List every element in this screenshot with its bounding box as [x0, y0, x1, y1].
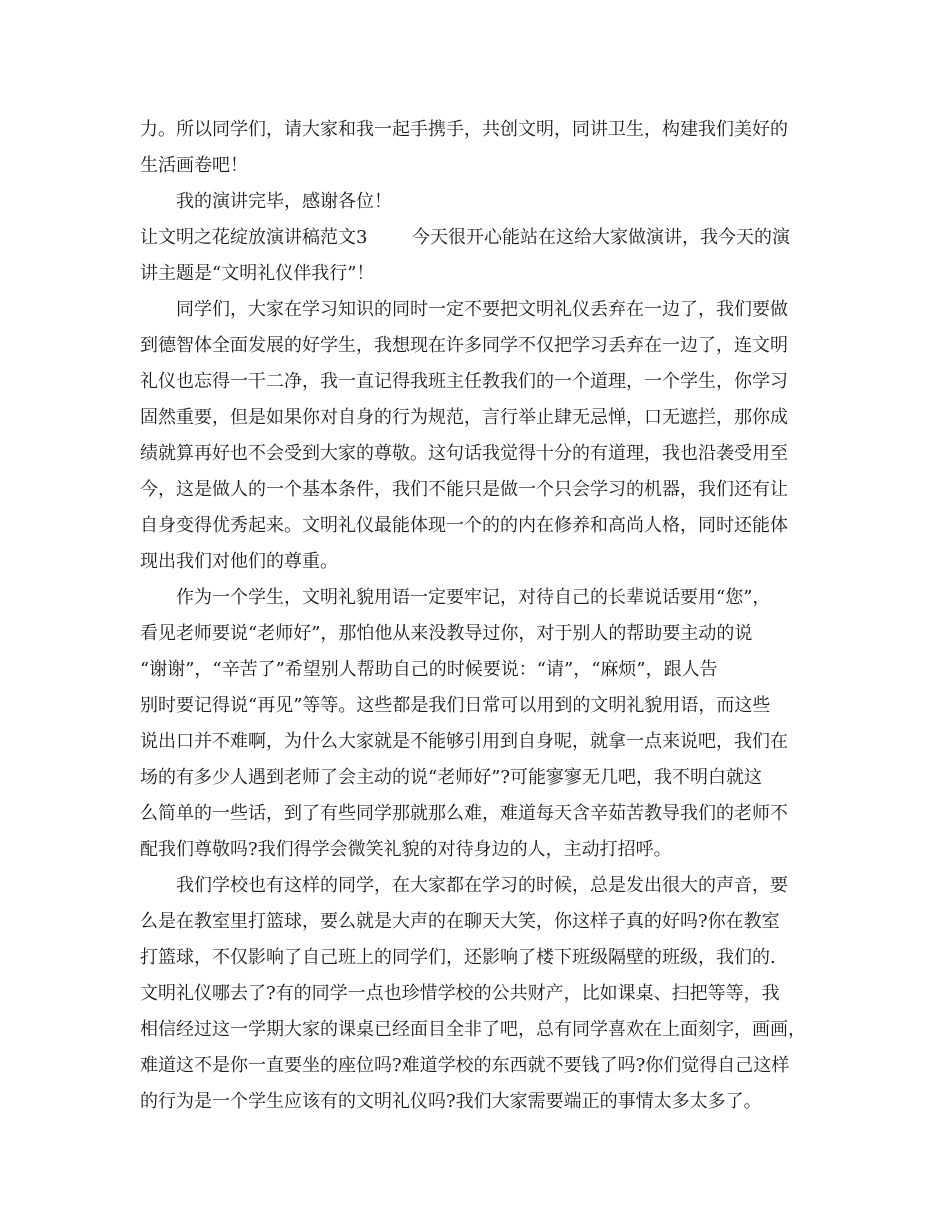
section-title: 让文明之花绽放演讲稿范文3 — [140, 227, 368, 248]
text-line: 生活画卷吧！ — [140, 155, 248, 176]
text-line: 相信经过这一学期大家的课桌已经面目全非了吧，总有同学喜欢在上面刻字，画画， — [140, 1019, 806, 1040]
text-line: 么简单的一些话，到了有些同学那就那么难，难道每天含辛茹苦教导我们的老师不 — [140, 803, 788, 824]
text-line: 我的演讲完毕，感谢各位！ — [176, 191, 392, 212]
text-line: 打篮球，不仅影响了自己班上的同学们，还影响了楼下班级隔壁的班级，我们的. — [140, 947, 776, 968]
text-line: 现出我们对他们的尊重。 — [140, 551, 338, 572]
text-line: 自身变得优秀起来。文明礼仪最能体现一个的的内在修养和高尚人格，同时还能体 — [140, 515, 788, 536]
text-line: 么是在教室里打篮球，要么就是大声的在聊天大笑，你这样子真的好吗?你在教室 — [140, 911, 780, 932]
text-line: 固然重要，但是如果你对自身的行为规范，言行举止肆无忌惮，口无遮拦，那你成 — [140, 407, 788, 428]
text-line: 我们学校也有这样的同学，在大家都在学习的时候，总是发出很大的声音，要 — [176, 875, 788, 896]
text-line: 讲主题是“文明礼仪伴我行”！ — [140, 263, 375, 284]
text-line: 场的有多少人遇到老师了会主动的说“老师好”?可能寥寥无几吧，我不明白就这 — [140, 767, 763, 788]
text-line: 说出口并不难啊，为什么大家就是不能够引用到自身呢，就拿一点来说吧，我们在 — [140, 731, 788, 752]
text-line: 同学们，大家在学习知识的同时一定不要把文明礼仪丢弃在一边了，我们要做 — [176, 299, 788, 320]
text-line: 别时要记得说“再见”等等。这些都是我们日常可以用到的文明礼貌用语，而这些 — [140, 695, 771, 716]
text-line: 的行为是一个学生应该有的文明礼仪吗?我们大家需要端正的事情太多太多了。 — [140, 1091, 762, 1112]
text-line: 到德智体全面发展的好学生，我想现在许多同学不仅把学习丢弃在一边了，连文明 — [140, 335, 788, 356]
text-line: “谢谢”，“辛苦了”希望别人帮助自己的时候要说：“请”，“麻烦”，跟人告 — [140, 659, 718, 680]
text-line: 看见老师要说“老师好”，那怕他从来没教导过你，对于别人的帮助要主动的说 — [140, 623, 753, 644]
text-line: 文明礼仪哪去了?有的同学一点也珍惜学校的公共财产，比如课桌、扫把等等，我 — [140, 983, 780, 1004]
text-line: 今，这是做人的一个基本条件，我们不能只是做一个只会学习的机器，我们还有让 — [140, 479, 788, 500]
text-line: 作为一个学生，文明礼貌用语一定要牢记，对待自己的长辈说话要用“您”， — [176, 587, 771, 608]
text-line: 难道这不是你一直要坐的座位吗?难道学校的东西就不要钱了吗?你们觉得自己这样 — [140, 1055, 790, 1076]
text-line: 配我们尊敬吗?我们得学会微笑礼貌的对待身边的人，主动打招呼。 — [140, 839, 672, 860]
text-line: 绩就算再好也不会受到大家的尊敬。这句话我觉得十分的有道理，我也沿袭受用至 — [140, 443, 788, 464]
section-intro: 今天很开心能站在这给大家做演讲，我今天的演 — [412, 227, 790, 248]
text-line: 力。所以同学们，请大家和我一起手携手，共创文明，同讲卫生，构建我们美好的 — [140, 119, 788, 140]
text-line: 礼仪也忘得一干二净，我一直记得我班主任教我们的一个道理，一个学生，你学习 — [140, 371, 788, 392]
